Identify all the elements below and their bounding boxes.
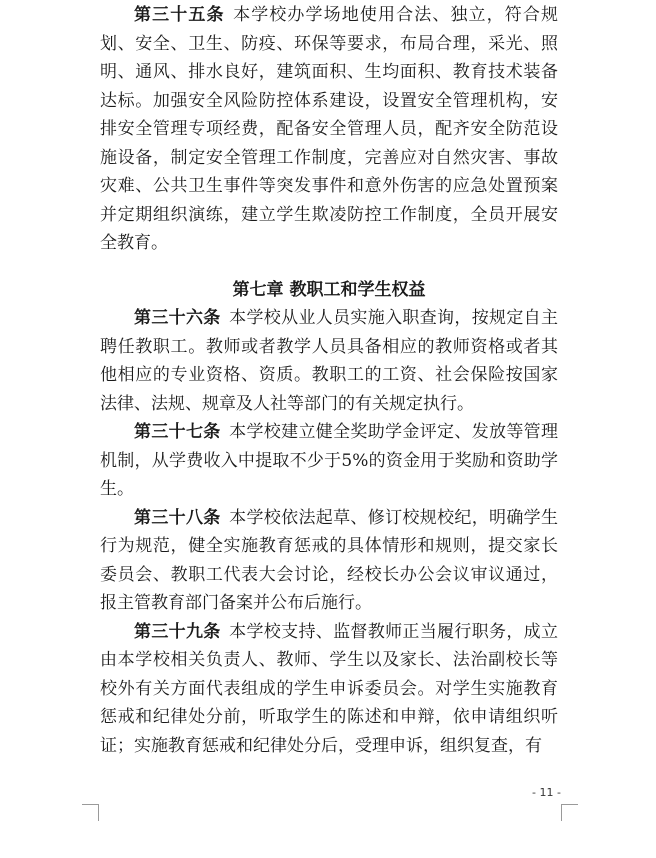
article-37-label: 第三十七条 — [134, 422, 221, 442]
article-38 — [100, 504, 558, 618]
article-37 — [100, 418, 558, 504]
article-35-label: 第三十五条 — [134, 5, 225, 25]
article-39 — [100, 618, 558, 761]
article-39-text: 本学校支持、监督教师正当履行职务，成立由本学校相关负责人、教师、学生以及家长、法治副校长等校外有关方面代表组成的学生申诉委员会。对学生实施教育惩戒和纪律处分前，听取学生的陈述和申辩，依申请组织听证；实施教育惩戒和纪律处分后，受理申诉，组织复查，有 — [100, 621, 559, 756]
article-37-text: 本学校建立健全奖助学金评定、发放等管理机制，从学费收入中提取不少于5%的资金用于奖励和资助学生。 — [100, 422, 559, 499]
article-36-label: 第三十六条 — [134, 308, 221, 328]
article-35-block — [100, 1, 558, 258]
chapter-title: 第七章 教职工和学生权益 — [232, 280, 426, 300]
page-number: - 11 - — [532, 786, 561, 799]
article-35-text: 本学校办学场地使用合法、独立，符合规划、安全、卫生、防疫、环保等要求，布局合理，采光、照明、通风、排水良好，建筑面积、生均面积、教育技术装备达标。加强安全风险防控体系建设，设置安全管理机构，安排安全管理专项经费，配备安全管理人员，配齐安全防范设施设备，制定安全管理工作制度，完善应对自然灾害、事故灾难、公共卫生事件等突发事件和意外伤害的应急处置预案并定期组织演练，建立学生欺凌防控工作制度，全员开展安全教育。 — [100, 5, 559, 253]
article-38-text: 本学校依法起草、修订校规校纪，明确学生行为规范，健全实施教育惩戒的具体情形和规则，提交家长委员会、教职工代表大会讨论，经校长办公会议审议通过，报主管教育部门备案并公布后施行。 — [100, 507, 559, 613]
article-35 — [100, 1, 558, 258]
article-36-text: 本学校从业人员实施入职查询，按规定自主聘任教职工。教师或者教学人员具备相应的教师资格或者其他相应的专业资格、资质。教职工的工资、社会保险按国家法律、法规、规章及人社等部门的有关规定执行。 — [100, 308, 559, 414]
crop-mark-left — [82, 804, 99, 821]
article-39-label: 第三十九条 — [134, 621, 221, 642]
article-36 — [100, 304, 558, 418]
chapter-7-body — [100, 304, 558, 760]
article-38-label: 第三十八条 — [134, 507, 221, 528]
crop-mark-right — [561, 804, 578, 821]
